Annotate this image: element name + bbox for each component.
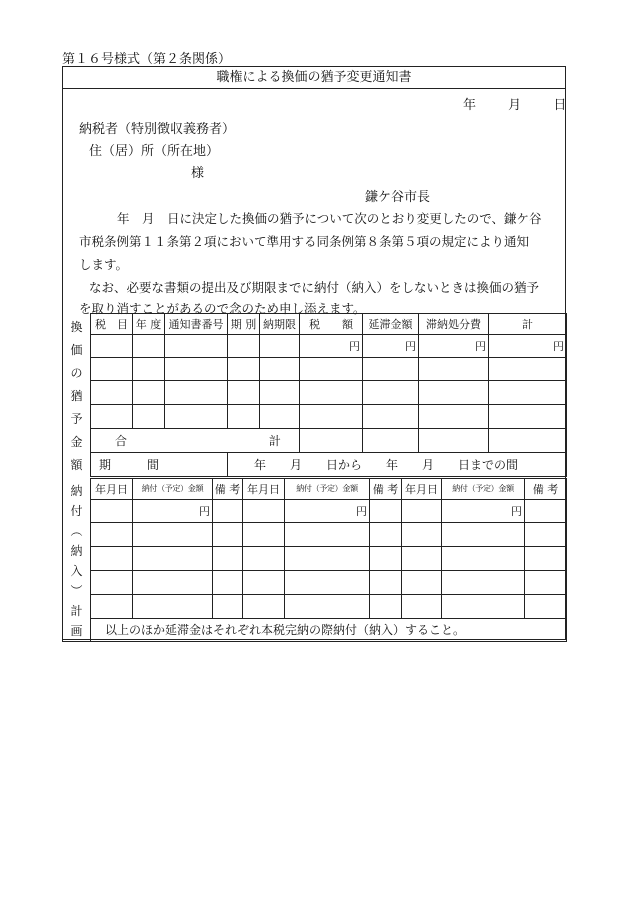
table-row bbox=[63, 546, 567, 570]
taxpayer-label: 納税者（特別徴収義務者） bbox=[79, 122, 236, 137]
yen-unit: 円 bbox=[363, 334, 419, 357]
total-row bbox=[63, 429, 567, 453]
yen-unit: 円 bbox=[133, 499, 213, 522]
period-row bbox=[63, 453, 567, 477]
notice-body bbox=[63, 88, 567, 316]
amount-side-label: 換 価 の 猶 予 金 額 bbox=[63, 314, 91, 477]
note-line-2: を取り消すことがあるので念のため申し添えます。 bbox=[79, 301, 366, 316]
honorific: 様 bbox=[191, 166, 205, 181]
note-line-1: なお、必要な書類の提出及び期限までに納付（納入）をしないときは換価の猶予 bbox=[89, 280, 540, 295]
plan-header-remarks: 備 考 bbox=[213, 479, 243, 500]
table-row bbox=[63, 357, 567, 381]
notice-form bbox=[62, 66, 566, 640]
table-row bbox=[63, 594, 567, 618]
period-label: 期 間 bbox=[91, 453, 228, 477]
deferred-amount-table bbox=[62, 313, 567, 477]
header-period: 期 別 bbox=[228, 314, 260, 335]
total-label-a: 合 bbox=[115, 434, 128, 449]
table-row bbox=[63, 570, 567, 594]
month-label: 月 bbox=[508, 98, 522, 113]
period-text: 年 月 日から 年 月 日までの間 bbox=[228, 453, 567, 477]
table-row bbox=[63, 499, 567, 522]
plan-side-label: 納 付 ︵ 納 入 ︶ 計 画 bbox=[63, 479, 91, 642]
table-row bbox=[63, 334, 567, 357]
payment-plan-table bbox=[62, 478, 567, 642]
yen-unit: 円 bbox=[489, 334, 567, 357]
table-row bbox=[63, 405, 567, 429]
body-line-3: します。 bbox=[79, 257, 129, 272]
header-year: 年 度 bbox=[133, 314, 165, 335]
header-due-date: 納期限 bbox=[260, 314, 300, 335]
total-label-b: 計 bbox=[268, 434, 281, 449]
plan-header-date: 年月日 bbox=[243, 479, 285, 500]
body-line-1: 年 月 日に決定した換価の猶予について次のとおり変更したので、鎌ケ谷 bbox=[117, 211, 542, 226]
plan-header-remarks: 備 考 bbox=[370, 479, 402, 500]
table-row bbox=[63, 522, 567, 546]
table-row bbox=[63, 381, 567, 405]
header-tax-amount: 税 額 bbox=[300, 314, 363, 335]
header-late-fee: 延滞金額 bbox=[363, 314, 419, 335]
header-total: 計 bbox=[489, 314, 567, 335]
body-line-2: 市税条例第１１条第２項において準用する同条例第８条第５項の規定により通知 bbox=[79, 234, 530, 249]
header-notice-number: 通知書番号 bbox=[165, 314, 228, 335]
plan-header-remarks: 備 考 bbox=[525, 479, 567, 500]
plan-header-amount: 納付（予定）金額 bbox=[133, 479, 213, 500]
address-label: 住（居）所（所在地） bbox=[89, 144, 220, 159]
plan-note: 以上のほか延滞金はそれぞれ本税完納の際納付（納入）すること。 bbox=[91, 618, 567, 641]
year-label: 年 bbox=[463, 98, 477, 113]
plan-note-row bbox=[63, 618, 567, 641]
plan-header-amount: 納付（予定）金額 bbox=[285, 479, 370, 500]
yen-unit: 円 bbox=[442, 499, 525, 522]
yen-unit: 円 bbox=[419, 334, 489, 357]
form-number: 第１６号様式（第２条関係） bbox=[62, 52, 232, 67]
yen-unit: 円 bbox=[285, 499, 370, 522]
header-tax-item: 税 目 bbox=[91, 314, 133, 335]
plan-header-date: 年月日 bbox=[91, 479, 133, 500]
form-title: 職権による換価の猶予変更通知書 bbox=[63, 67, 565, 89]
plan-header-amount: 納付（予定）金額 bbox=[442, 479, 525, 500]
issuer: 鎌ケ谷市長 bbox=[365, 190, 431, 205]
day-label: 日 bbox=[553, 98, 567, 113]
plan-header-date: 年月日 bbox=[402, 479, 442, 500]
date-line bbox=[463, 94, 566, 113]
header-disposal-cost: 滞納処分費 bbox=[419, 314, 489, 335]
yen-unit: 円 bbox=[300, 334, 363, 357]
